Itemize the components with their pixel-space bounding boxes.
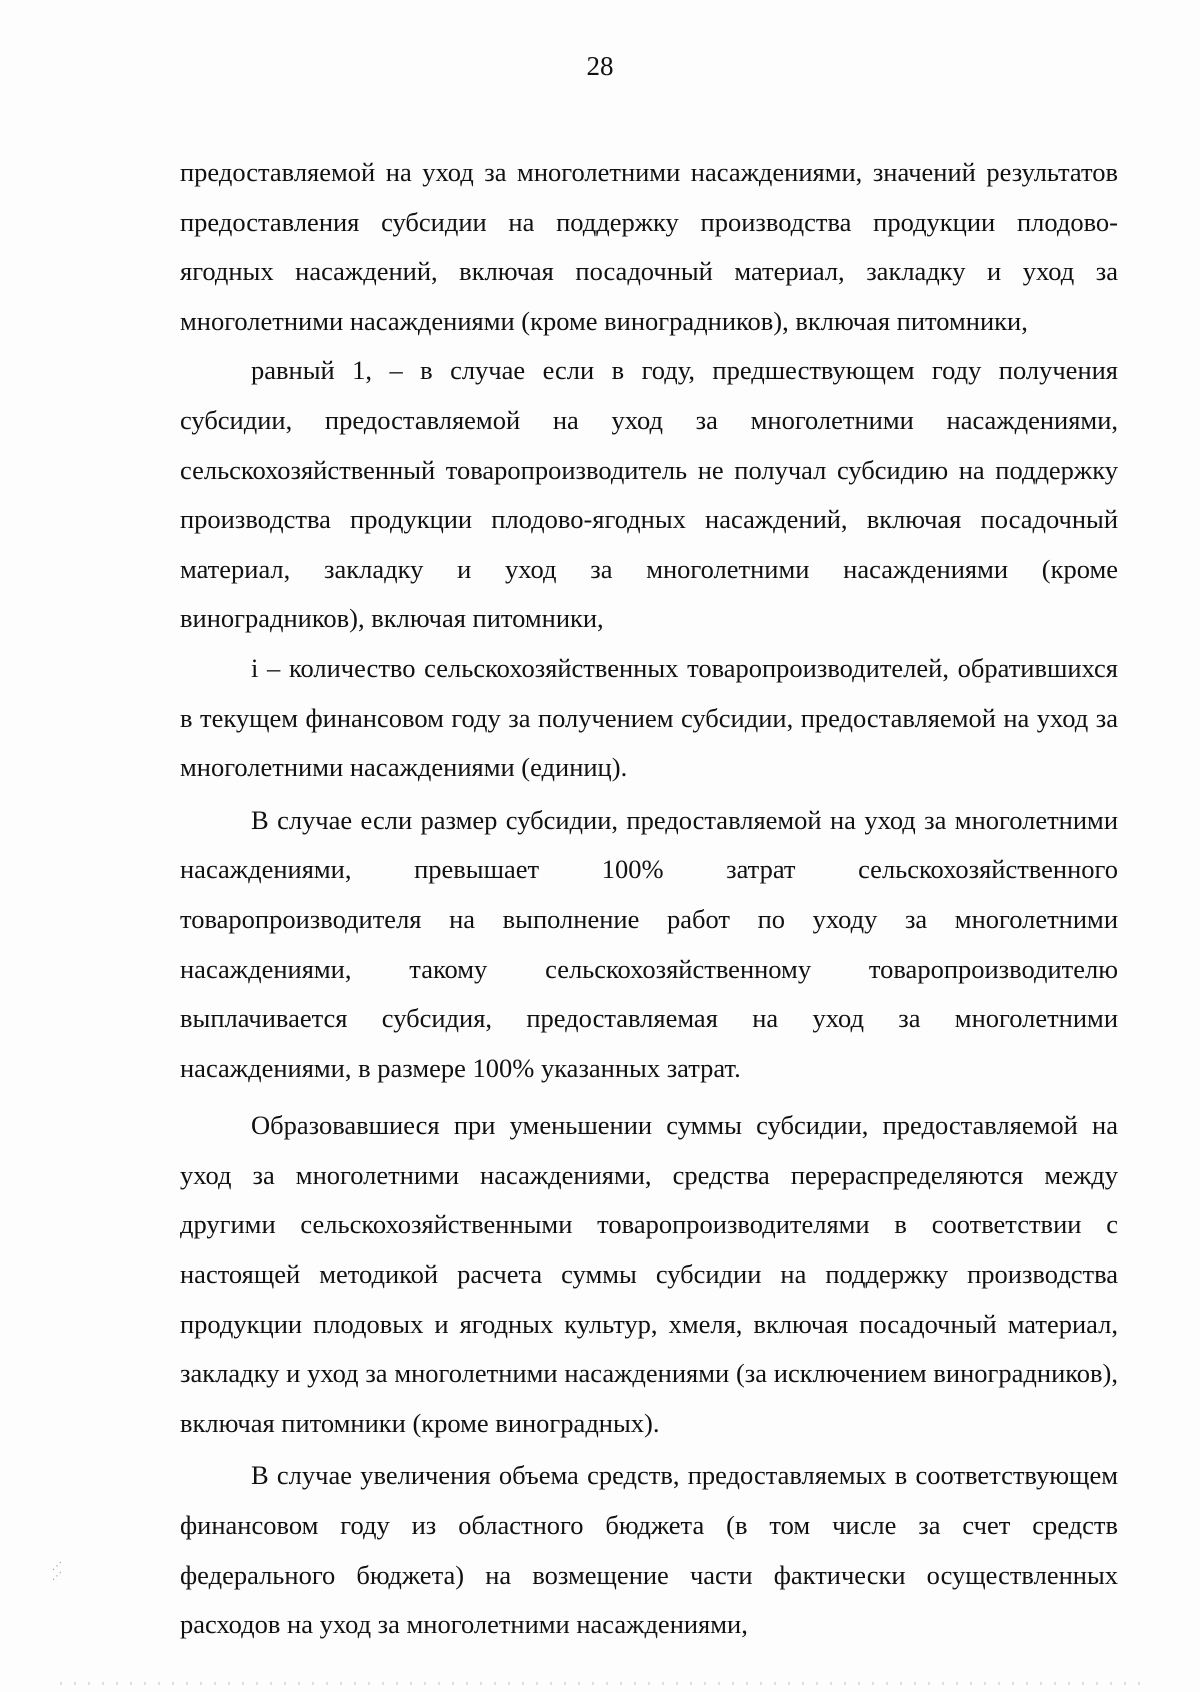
paragraph-exceeds-100: В случае если размер субсидии, предоставляемой на уход за многолетними насаждениями, превышает 100% затрат сельскохозяйственного товаропроизводителя на выполнение работ по уходу за многолетними насаждениями, такому сельскохозяйственному товаропроизводителю выплачивается субсидия, предоставляемая на уход за многолетними насаждениями, в размере 100% указанных затрат. [180, 804, 1118, 1083]
scan-artifact: ⋰ ⋰ [52, 1561, 62, 1582]
paragraph-continuation: предоставляемой на уход за многолетними насаждениями, значений результатов предоставления субсидии на поддержку производства продукции плодово-ягодных насаждений, включая посадочный материал, закладку и уход за многолетними насаждениями (кроме виноградников), включая питомники, [180, 157, 1118, 336]
page-number: 28 [586, 51, 614, 81]
paragraph-redistribution: Образовавшиеся при уменьшении суммы субсидии, предоставляемой на уход за многолетними насаждениями, средства перераспределяются между другими сельскохозяйственными товаропроизводителями в соответствии с настоящей методикой расчета суммы субсидии на поддержку производства продукции плодовых и ягодных культур, хмеля, включая посадочный материал, закладку и уход за многолетними насаждениями (за исключением виноградников), включая питомники (кроме виноградных). [180, 1110, 1118, 1438]
paragraph-equal-one: равный 1, – в случае если в году, предшествующем году получения субсидии, предоставляемой на уход за многолетними насаждениями, сельскохозяйственный товаропроизводитель не получал субсидию на поддержку производства продукции плодово-ягодных насаждений, включая посадочный материал, закладку и уход за многолетними насаждениями (кроме виноградников), включая питомники, [180, 355, 1118, 634]
paragraph-increase: В случае увеличения объема средств, предоставляемых в соответствующем финансовом году из областного бюджета (в том числе за счет средств федерального бюджета) на возмещение части фактически осуществленных расходов на уход за многолетними насаждениями, [180, 1460, 1118, 1640]
document-body [180, 148, 1118, 1650]
scan-edge-artifact [60, 1682, 1140, 1685]
paragraph-i-definition: i – количество сельскохозяйственных товаропроизводителей, обратившихся в текущем финансовом году за получением субсидии, предоставляемой на уход за многолетними насаждениями (единиц). [180, 652, 1118, 783]
